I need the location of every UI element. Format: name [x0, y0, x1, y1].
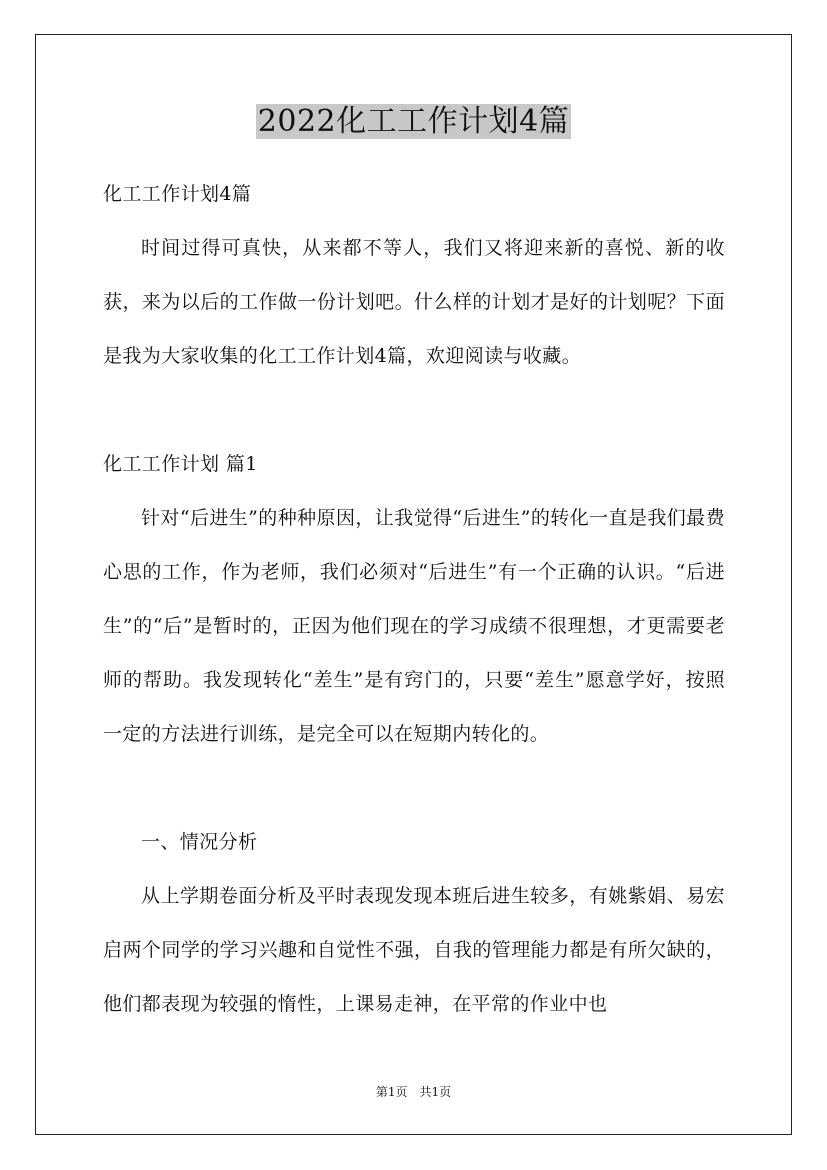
subheading-situation-analysis: 一、情况分析	[141, 831, 258, 853]
title-text: 2022化工工作计划4篇	[257, 104, 570, 139]
section-paragraph-2: 从上学期卷面分析及平时表现发现本班后进生较多，有姚紫娟、易宏启两个同学的学习兴趣和自觉性不强，自我的管理能力都是有所欠缺的，他们都表现为较强的惰性，上课易走神，在平常的作业中也	[103, 885, 725, 1015]
intro-paragraph: 时间过得可真快，从来都不等人，我们又将迎来新的喜悦、新的收获，来为以后的工作做一份计划吧。什么样的计划才是好的计划呢？下面是我为大家收集的化工工作计划4篇，欢迎阅读与收藏。	[103, 237, 725, 367]
document-title	[0, 100, 827, 144]
subtitle: 化工工作计划4篇	[103, 183, 252, 205]
section-heading: 化工工作计划 篇1	[103, 453, 258, 475]
section-paragraph-1: 针对“后进生”的种种原因，让我觉得“后进生”的转化一直是我们最费心思的工作，作为老师，我们必须对“后进生”有一个正确的认识。“后进生”的“后”是暂时的，正因为他们现在的学习成绩不很理想，才更需要老师的帮助。我发现转化“差生”是有窍门的，只要“差生”愿意学好，按照一定的方法进行训练，是完全可以在短期内转化的。	[103, 507, 725, 745]
page-footer: 第1页 共1页	[375, 1085, 452, 1099]
